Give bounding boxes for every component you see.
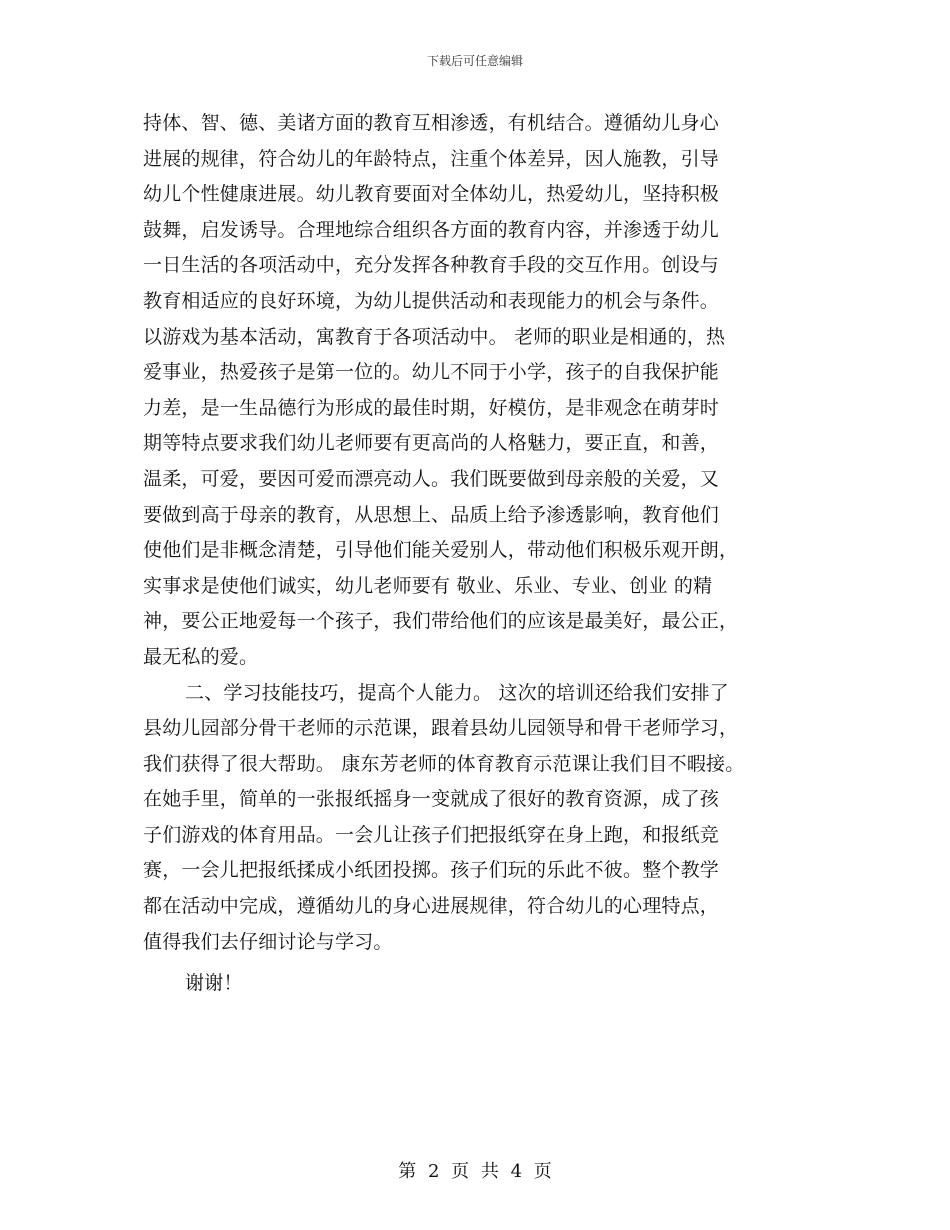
text-line: 我们获得了很大帮助。 康东芳老师的体育教育示范课让我们目不暇接。 xyxy=(143,752,745,775)
text-line: 最无私的爱。 xyxy=(143,645,259,668)
text-line: 子们游戏的体育用品。一会儿让孩子们把报纸穿在身上跑，和报纸竞 xyxy=(143,823,720,846)
text-line: 一日生活的各项活动中，充分发挥各种教育手段的交互作用。创设与 xyxy=(143,254,720,277)
text-line: 爱事业，热爱孩子是第一位的。幼儿不同于小学，孩子的自我保护能 xyxy=(143,361,720,384)
text-line: 鼓舞，启发诱导。合理地综合组织各方面的教育内容，并渗透于幼儿 xyxy=(143,218,720,241)
text-line: 值得我们去仔细讨论与学习。 xyxy=(143,930,393,953)
text-line: 力差，是一生品德行为形成的最佳时期，好模仿，是非观念在萌芽时 xyxy=(143,396,720,419)
text-line: 期等特点要求我们幼儿老师要有更高尚的人格魅力，要正直，和善， xyxy=(143,432,720,455)
text-line: 在她手里，简单的一张报纸摇身一变就成了很好的教育资源，成了孩 xyxy=(143,788,720,811)
text-line: 县幼儿园部分骨干老师的示范课，跟着县幼儿园领导和骨干老师学习， xyxy=(143,717,739,740)
text-line: 幼儿个性健康进展。幼儿教育要面对全体幼儿，热爱幼儿，坚持积极 xyxy=(143,183,720,206)
text-line: 使他们是非概念清楚，引导他们能关爱别人，带动他们积极乐观开朗， xyxy=(143,539,739,562)
text-line: 神，要公正地爱每一个孩子，我们带给他们的应该是最美好，最公正， xyxy=(143,610,739,633)
text-line: 要做到高于母亲的教育，从思想上、品质上给予渗透影响，教育他们 xyxy=(143,503,720,526)
text-line: 教育相适应的良好环境，为幼儿提供活动和表现能力的机会与条件。 xyxy=(143,289,720,312)
thanks-line: 谢谢！ xyxy=(185,972,243,995)
body-text xyxy=(143,106,823,1002)
section-heading-line: 二、学习技能技巧，提高个人能力。 这次的培训还给我们安排了 xyxy=(185,681,729,704)
text-line: 赛，一会儿把报纸揉成小纸团投掷。孩子们玩的乐此不彼。整个教学 xyxy=(143,859,720,882)
text-line: 持体、智、德、美诸方面的教育互相渗透，有机结合。遵循幼儿身心 xyxy=(143,112,720,134)
header-note: 下载后可任意编辑 xyxy=(426,54,523,68)
text-line: 以游戏为基本活动，寓教育于各项活动中。 老师的职业是相通的，热 xyxy=(143,325,726,348)
text-line: 实事求是使他们诚实，幼儿老师要有 敬业、乐业、专业、创业 的精 xyxy=(143,574,713,597)
text-line: 都在活动中完成，遵循幼儿的身心进展规律，符合幼儿的心理特点， xyxy=(143,895,720,918)
text-line: 温柔，可爱，要因可爱而漂亮动人。我们既要做到母亲般的关爱，又 xyxy=(143,467,720,490)
page-number: 第 2 页 共 4 页 xyxy=(398,1161,552,1182)
text-line: 进展的规律，符合幼儿的年龄特点，注重个体差异，因人施教，引导 xyxy=(143,147,720,170)
